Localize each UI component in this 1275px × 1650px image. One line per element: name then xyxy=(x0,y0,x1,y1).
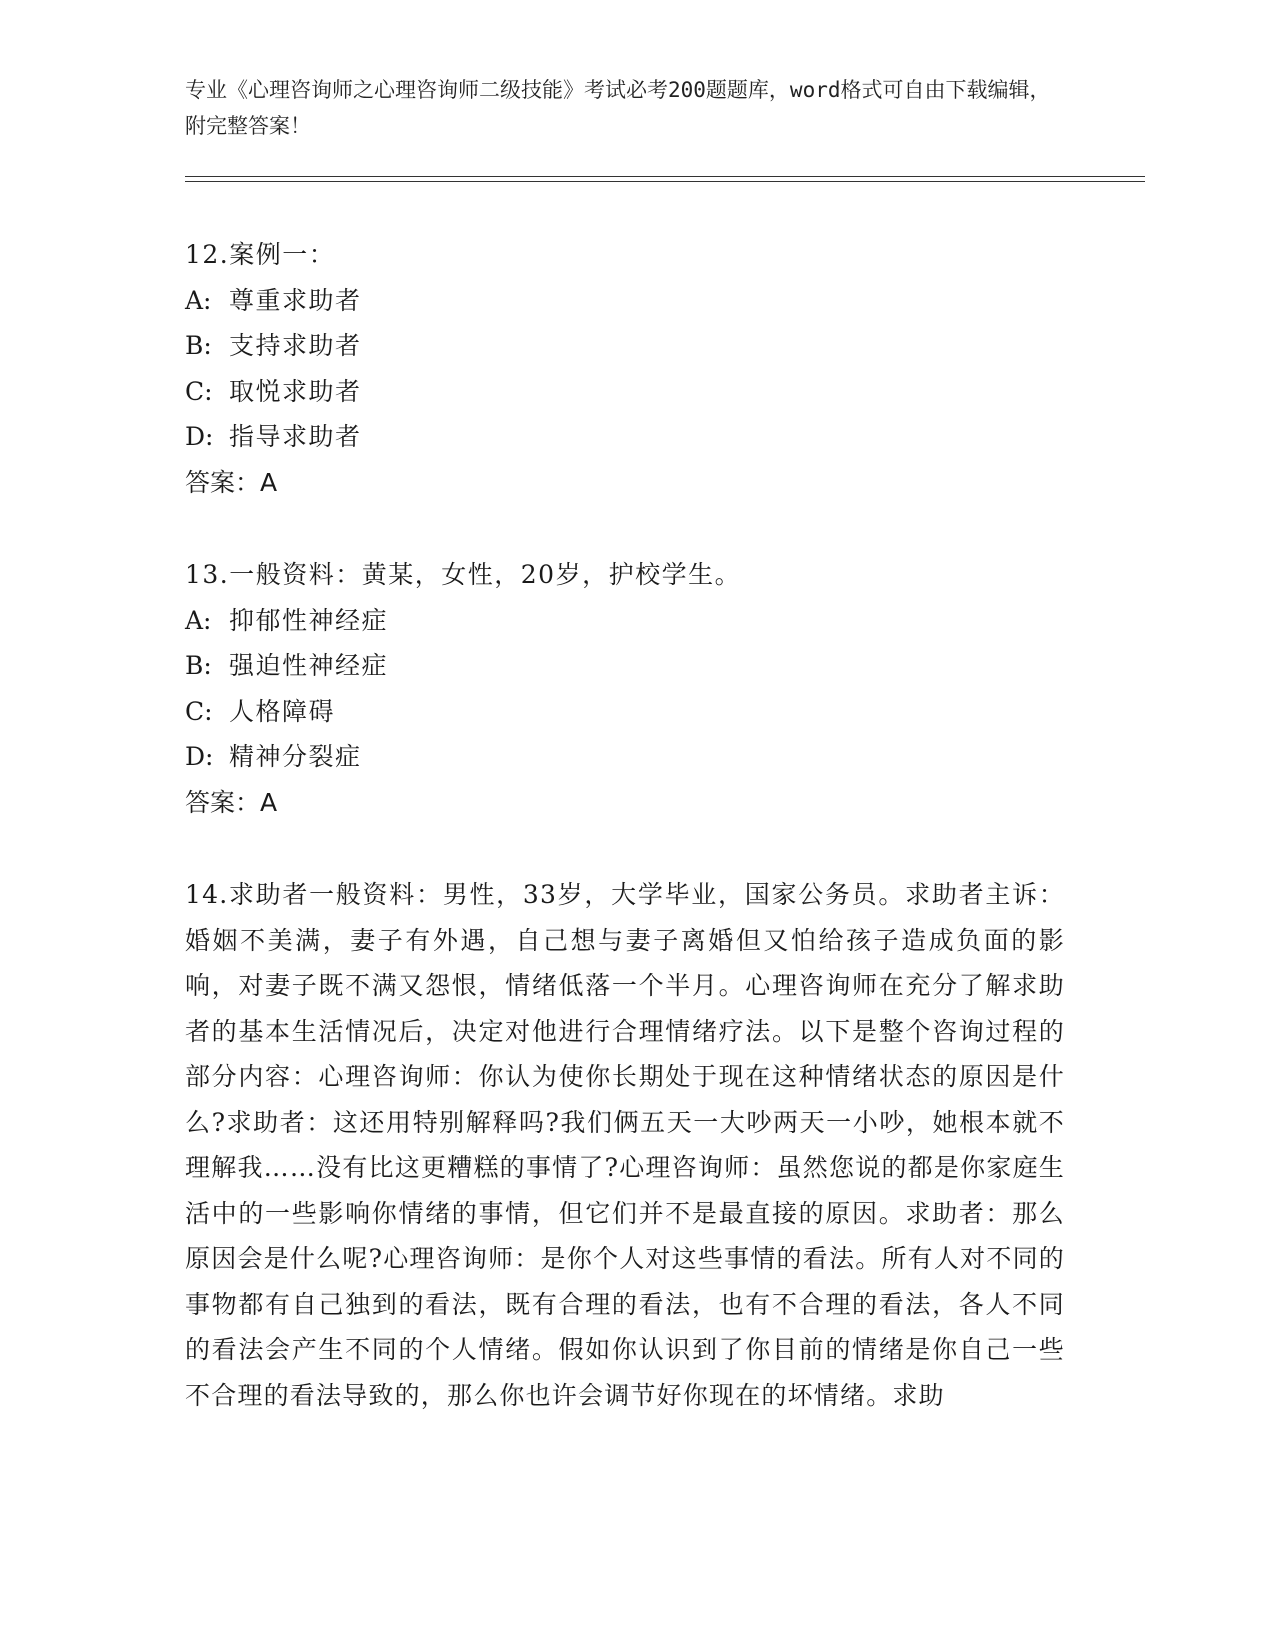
option-letter: A: xyxy=(185,605,212,635)
option-letter: B: xyxy=(185,651,212,680)
question-12 xyxy=(185,232,1085,505)
question-stem: 13.一般资料：黄某，女性，20岁，护校学生。 xyxy=(185,560,742,589)
option-c xyxy=(185,369,1085,415)
option-text: 支持求助者 xyxy=(229,331,362,360)
answer-line: 答案：A xyxy=(185,787,278,817)
option-letter: B: xyxy=(185,331,212,360)
question-13 xyxy=(185,552,1085,825)
option-b xyxy=(185,323,1085,369)
option-c xyxy=(185,689,1085,735)
option-text: 人格障碍 xyxy=(229,696,336,726)
header-divider-top xyxy=(185,176,1145,177)
answer-line: 答案：A xyxy=(185,467,278,497)
question-stem: 14.求助者一般资料：男性，33岁，大学毕业，国家公务员。求助者主诉：婚姻不美满，妻子有外遇，自己想与妻子离婚但又怕给孩子造成负面的影响，对妻子既不满又怨恨，情绪低落一个半月。心理咨询师在充分了解求助者的基本生活情况后，决定对他进行合理情绪疗法。以下是整个咨询过程的部分内容：心理咨询师：你认为使你长期处于现在这种情绪状态的原因是什么?求助者：这还用特别解释吗?我们俩五天一大吵两天一小吵，她根本就不理解我……没有比这更糟糕的事情了?心理咨询师：虽然您说的都是你家庭生活中的一些影响你情绪的事情，但它们并不是最直接的原因。求助者：那么原因会是什么呢?心理咨询师：是你个人对这些事情的看法。所有人对不同的事物都有自己独到的看法，既有合理的看法，也有不合理的看法，各人不同的看法会产生不同的个人情绪。假如你认识到了你目前的情绪是你自己一些不合理的看法导致的，那么你也许会调节好你现在的坏情绪。求助 xyxy=(185,880,1065,1410)
option-text: 尊重求助者 xyxy=(229,285,362,315)
question-stem: 12.案例一： xyxy=(185,240,336,269)
option-letter: D: xyxy=(185,422,214,451)
question-14 xyxy=(185,872,1085,1418)
document-header xyxy=(185,72,1065,144)
option-text: 抑郁性神经症 xyxy=(229,605,389,635)
header-divider-bottom xyxy=(185,181,1145,182)
option-text: 精神分裂症 xyxy=(229,742,362,771)
option-d xyxy=(185,414,1085,460)
option-a xyxy=(185,278,1085,324)
option-letter: D: xyxy=(185,742,214,771)
option-a xyxy=(185,598,1085,644)
option-letter: A: xyxy=(185,285,212,315)
option-text: 取悦求助者 xyxy=(229,376,362,406)
option-b xyxy=(185,643,1085,689)
option-text: 强迫性神经症 xyxy=(229,651,389,680)
option-letter: C: xyxy=(185,696,213,726)
option-letter: C: xyxy=(185,376,213,406)
header-intro-text: 专业《心理咨询师之心理咨询师二级技能》考试必考200题题库，word格式可自由下载编辑，附完整答案！ xyxy=(185,78,1051,138)
option-d xyxy=(185,734,1085,780)
option-text: 指导求助者 xyxy=(229,422,362,451)
